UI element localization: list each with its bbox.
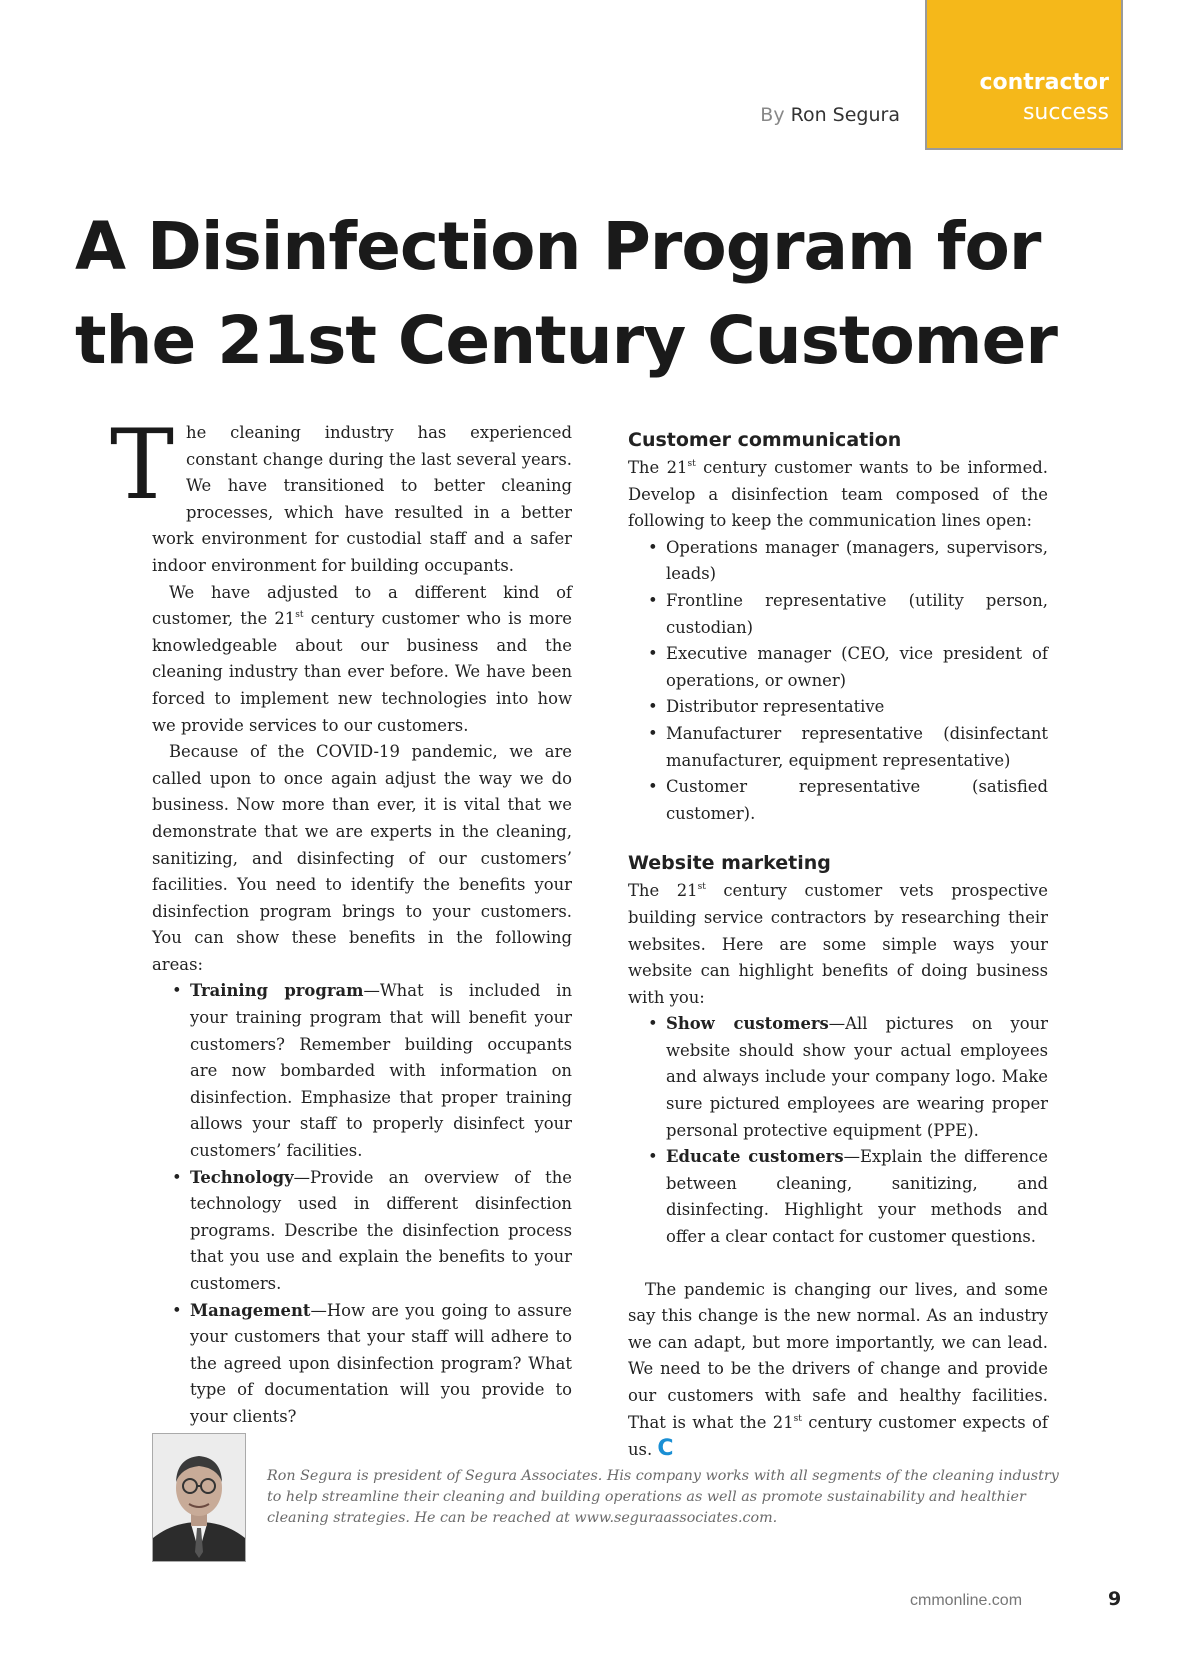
list-item: • Show customers—All pictures on your website should show your actual employees and always include your company logo. Make sure pictured employees are wearing proper personal protective equipment (PPE).: [666, 1011, 1048, 1144]
article-title: [75, 200, 1135, 388]
byline-prefix: By: [760, 104, 785, 126]
list-item: • Manufacturer representative (disinfectant manufacturer, equipment representative): [666, 721, 1048, 774]
website-list: [628, 1011, 1048, 1250]
article-title-line1: A Disinfection Program for: [75, 208, 1041, 285]
left-column: [110, 409, 572, 1431]
section-tab-line2: success: [1022, 100, 1109, 125]
team-list: [628, 535, 1048, 828]
list-item: • Technology—Provide an overview of the technology used in different disinfection programs. Describe the disinfection process that you use and explain the benefits to your customers.: [190, 1165, 572, 1298]
list-item: • Management—How are you going to assure your customers that your staff will adhere to the agreed upon disinfection program? What type of documentation will you provide to your clients?: [190, 1298, 572, 1431]
paragraph: We have adjusted to a different kind of customer, the 21st century customer who is more knowledgeable about our business and the cleaning industry than ever before. We have been forced to implement new technologies into how we provide services to our customers.: [152, 582, 572, 735]
page-number: 9: [1108, 1588, 1122, 1610]
paragraph: The 21st century customer wants to be informed. Develop a disinfection team composed of the following to keep the communication lines open:: [628, 458, 1048, 531]
end-mark-icon: C: [657, 1436, 674, 1462]
section-tab-line1: contractor: [979, 70, 1109, 95]
paragraph: Because of the COVID-19 pandemic, we are called upon to once again adjust the way we do business. Now more than ever, it is vital that we demonstrate that we are experts in the cleaning, sanitizing, and disinfecting of our customers’ facilities. You need to identify the benefits your disinfection program brings to your customers. You can show these benefits in the following areas:: [152, 742, 572, 974]
list-item: • Frontline representative (utility person, custodian): [666, 588, 1048, 641]
section-heading: Customer communication: [628, 429, 902, 451]
byline: [760, 104, 900, 126]
author-bio: Ron Segura is president of Segura Associates. His company works with all segments of the cleaning industry to help streamline their cleaning and building operations as well as promote sustainability and healthier cleaning strategies. He can be reached at www.seguraassociates.com.: [267, 1468, 1059, 1526]
right-column: [628, 420, 1048, 1464]
intro-paragraph: The cleaning industry has experienced constant change during the last several years. We have transitioned to better cleaning processes, which have resulted in a better work environment for custodial staff and a safer indoor environment for building occupants.: [110, 409, 572, 575]
author-photo: [152, 1433, 246, 1562]
list-item: • Customer representative (satisfied customer).: [666, 774, 1048, 827]
closing-paragraph: The pandemic is changing our lives, and some say this change is the new normal. As an industry we can adapt, but more importantly, we can lead. We need to be the drivers of change and provide our customers with safe and healthy facilities. That is what the 21st century customer expects of us. C: [628, 1279, 1048, 1462]
drop-cap: T: [110, 409, 175, 521]
list-item: • Operations manager (managers, supervisors, leads): [666, 535, 1048, 588]
footer-website: cmmonline.com: [910, 1592, 1023, 1609]
list-item: • Educate customers—Explain the difference between cleaning, sanitizing, and disinfecting. Highlight your methods and offer a clear contact for customer questions.: [666, 1144, 1048, 1250]
section-tab: [925, 0, 1123, 150]
author-portrait-icon: [153, 1434, 245, 1561]
list-item: • Training program—What is included in your training program that will benefit your customers? Remember building occupants are now bombarded with information on disinfection. Emphasize that proper training allows your staff to properly disinfect your customers’ facilities.: [190, 978, 572, 1164]
list-item: • Executive manager (CEO, vice president of operations, or owner): [666, 641, 1048, 694]
paragraph: The 21st century customer vets prospective building service contractors by researching their websites. Here are some simple ways your website can highlight benefits of doing business with you:: [628, 881, 1048, 1007]
article-title-line2: the 21st Century Customer: [75, 302, 1057, 379]
list-item: • Distributor representative: [666, 694, 1048, 721]
section-heading: Website marketing: [628, 852, 831, 875]
byline-author: Ron Segura: [790, 104, 900, 126]
benefits-list: [152, 978, 572, 1430]
